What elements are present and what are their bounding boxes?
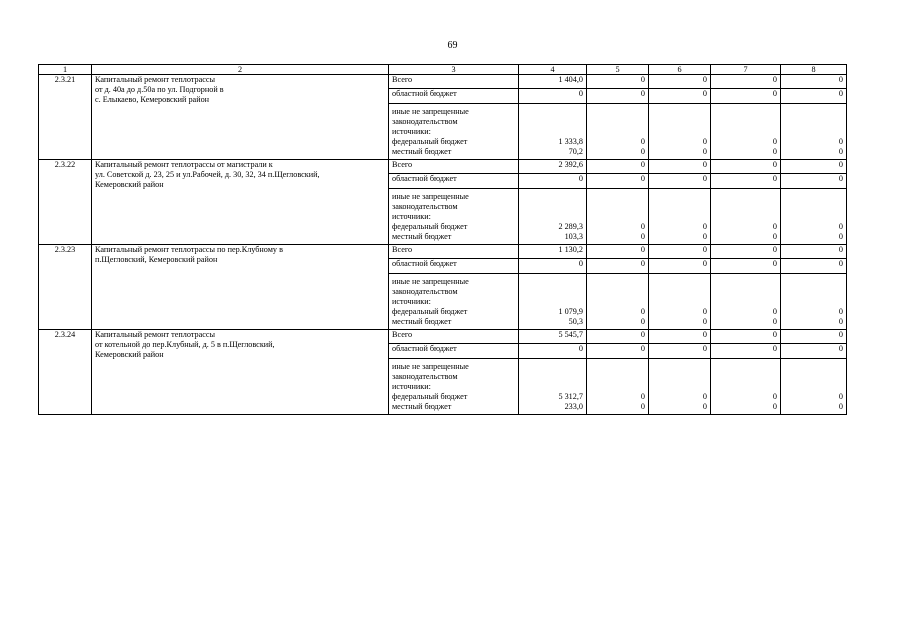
column-header: 1 <box>39 65 92 75</box>
column-header: 2 <box>92 65 389 75</box>
table-row <box>39 245 847 259</box>
value-cell: 0 <box>711 75 781 89</box>
value-cell: 0 <box>587 330 649 344</box>
value-cell: 5 312,7 233,0 <box>519 359 587 415</box>
description-line: Кемеровский район <box>95 350 164 359</box>
budget-table <box>38 64 847 415</box>
value-cell: 1 130,2 <box>519 245 587 259</box>
value-cell: 0 <box>711 330 781 344</box>
value-cell: 0 <box>587 174 649 189</box>
column-header: 4 <box>519 65 587 75</box>
value-cell: 0 <box>711 259 781 274</box>
value-cell: 0 <box>649 89 711 104</box>
description-line: от д. 40а до д.50а по ул. Подгорной в <box>95 85 224 94</box>
description-line: Капитальный ремонт теплотрассы <box>95 75 216 84</box>
description-line: ул. Советской д. 23, 25 и ул.Рабочей, д. 30, 32, 34 п.Щегловский, <box>95 170 320 179</box>
value-cell: 0 0 <box>587 104 649 160</box>
column-header: 7 <box>711 65 781 75</box>
value-cell: 0 0 <box>711 274 781 330</box>
row-description <box>92 245 389 330</box>
table-row <box>39 330 847 344</box>
value-cell: 0 <box>781 245 847 259</box>
table-row <box>39 75 847 89</box>
source-label-total: Всего <box>389 75 519 89</box>
row-description <box>92 75 389 160</box>
value-cell: 0 <box>781 160 847 174</box>
description-line: Капитальный ремонт теплотрассы <box>95 330 216 339</box>
value-cell: 0 0 <box>649 104 711 160</box>
source-label-total: Всего <box>389 330 519 344</box>
value-cell: 0 <box>587 245 649 259</box>
value-cell: 0 <box>781 259 847 274</box>
value-cell: 0 0 <box>711 359 781 415</box>
value-cell: 0 <box>519 344 587 359</box>
value-cell: 0 <box>781 330 847 344</box>
description-line: Капитальный ремонт теплотрассы по пер.Клубному в <box>95 245 283 254</box>
value-cell: 0 <box>587 89 649 104</box>
value-cell: 2 392,6 <box>519 160 587 174</box>
value-cell: 0 <box>587 160 649 174</box>
value-cell: 0 <box>711 160 781 174</box>
value-cell: 1 333,8 70,2 <box>519 104 587 160</box>
value-cell: 0 <box>519 89 587 104</box>
row-number: 2.3.23 <box>39 245 92 330</box>
value-cell: 0 0 <box>781 359 847 415</box>
value-cell: 0 <box>587 75 649 89</box>
column-header: 3 <box>389 65 519 75</box>
column-header: 5 <box>587 65 649 75</box>
description-line: Кемеровский район <box>95 180 164 189</box>
description-line: от котельной до пер.Клубный, д. 5 в п.Щегловский, <box>95 340 275 349</box>
value-cell: 0 <box>649 75 711 89</box>
source-label-other: иные не запрещенные законодательством источники: федеральный бюджет местный бюджет <box>389 359 519 415</box>
description-line: с. Елыкаево, Кемеровский район <box>95 95 210 104</box>
value-cell: 0 0 <box>781 104 847 160</box>
value-cell: 0 <box>781 75 847 89</box>
source-label-regional: областной бюджет <box>389 259 519 274</box>
value-cell: 0 0 <box>587 274 649 330</box>
value-cell: 0 0 <box>649 359 711 415</box>
value-cell: 1 079,9 50,3 <box>519 274 587 330</box>
header-row <box>39 65 847 75</box>
page-number: 69 <box>447 40 458 51</box>
source-label-total: Всего <box>389 160 519 174</box>
value-cell: 0 0 <box>649 274 711 330</box>
value-cell: 1 404,0 <box>519 75 587 89</box>
column-header: 8 <box>781 65 847 75</box>
row-number: 2.3.24 <box>39 330 92 415</box>
source-label-regional: областной бюджет <box>389 344 519 359</box>
value-cell: 5 545,7 <box>519 330 587 344</box>
value-cell: 0 0 <box>781 274 847 330</box>
source-label-total: Всего <box>389 245 519 259</box>
table-row <box>39 160 847 174</box>
value-cell: 0 0 <box>587 189 649 245</box>
row-description <box>92 160 389 245</box>
value-cell: 0 <box>519 259 587 274</box>
value-cell: 0 0 <box>711 189 781 245</box>
value-cell: 0 <box>711 344 781 359</box>
value-cell: 0 <box>587 259 649 274</box>
row-number: 2.3.22 <box>39 160 92 245</box>
description-line: п.Щегловский, Кемеровский район <box>95 255 218 264</box>
value-cell: 0 <box>711 89 781 104</box>
source-label-regional: областной бюджет <box>389 89 519 104</box>
value-cell: 0 <box>781 174 847 189</box>
value-cell: 0 <box>649 330 711 344</box>
source-label-other: иные не запрещенные законодательством источники: федеральный бюджет местный бюджет <box>389 274 519 330</box>
source-label-other: иные не запрещенные законодательством источники: федеральный бюджет местный бюджет <box>389 104 519 160</box>
value-cell: 0 0 <box>649 189 711 245</box>
value-cell: 0 <box>781 89 847 104</box>
value-cell: 0 <box>711 174 781 189</box>
value-cell: 0 <box>519 174 587 189</box>
description-line: Капитальный ремонт теплотрассы от магистрали к <box>95 160 273 169</box>
row-description <box>92 330 389 415</box>
value-cell: 0 <box>649 259 711 274</box>
row-number: 2.3.21 <box>39 75 92 160</box>
value-cell: 0 <box>649 245 711 259</box>
source-label-regional: областной бюджет <box>389 174 519 189</box>
column-header: 6 <box>649 65 711 75</box>
value-cell: 2 289,3 103,3 <box>519 189 587 245</box>
value-cell: 0 <box>649 344 711 359</box>
value-cell: 0 0 <box>781 189 847 245</box>
value-cell: 0 0 <box>711 104 781 160</box>
value-cell: 0 <box>587 344 649 359</box>
value-cell: 0 <box>711 245 781 259</box>
value-cell: 0 0 <box>587 359 649 415</box>
source-label-other: иные не запрещенные законодательством источники: федеральный бюджет местный бюджет <box>389 189 519 245</box>
value-cell: 0 <box>781 344 847 359</box>
value-cell: 0 <box>649 174 711 189</box>
value-cell: 0 <box>649 160 711 174</box>
